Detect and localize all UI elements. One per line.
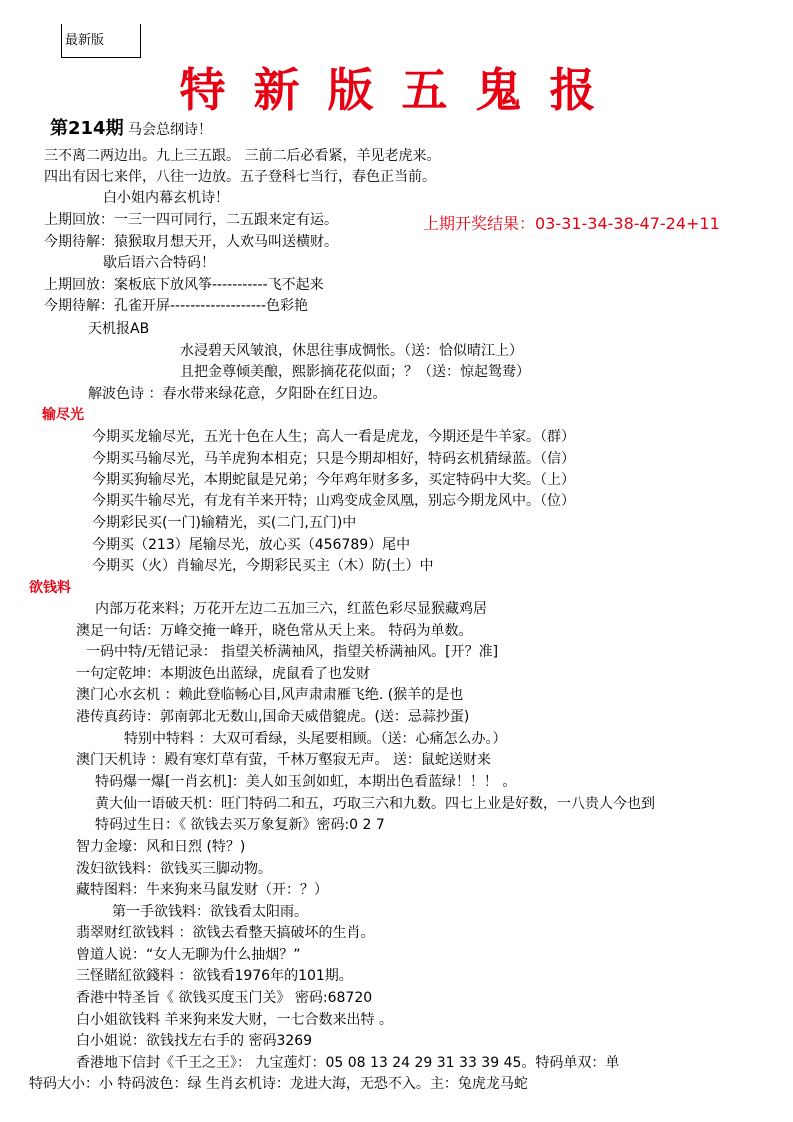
text-line: 翡翠财红欲钱料 ：欲钱去看整天搞破坏的生肖。: [76, 925, 375, 941]
text-line: 今期买牛输尽光，有龙有羊来开特；山鸡变成金凤凰，别忘今期龙风中。（位）: [92, 493, 575, 509]
text-line: 港传真药诗：郭南郭北无数山,国命天威借貔虎。(送：忌蒜抄蛋): [76, 709, 470, 725]
text-line: 藏特图料：牛来狗来马鼠发财（开：？）: [76, 882, 328, 898]
text-line: 澳门天机诗 ：殿有寒灯草有萤，千林万壑寂无声。 送：鼠蛇送财来: [76, 752, 491, 768]
text-line: 香港中特圣旨《 欲钱买度玉门关》 密码:68720: [76, 990, 373, 1006]
text-line: 内部万花来料；万花开左边二五加三六，红蓝色彩尽显猴藏鸡居: [95, 601, 487, 617]
text-line: 今期买（火）肖输尽光，今期彩民买主（木）防(土）中: [92, 558, 434, 574]
text-line: 今期待解：猿猴取月想天开，人欢马叫送横财。: [44, 234, 338, 250]
text-line: 上期回放：案板底下放风筝-----------飞不起来: [44, 277, 324, 293]
text-line: 一句定乾坤：本期波色出蓝绿，虎鼠看了也发财: [76, 666, 370, 682]
text-line: 今期买马输尽光，马羊虎狗本相克；只是今期却相好，特码玄机猜绿蓝。（信）: [92, 451, 575, 467]
text-line: 今期彩民买(一门)输精光，买(二门,五门)中: [92, 515, 357, 531]
edition-stamp: 最新版: [61, 24, 141, 58]
poem-line: 三不离二两边出。九上三五跟。 三前二后必看紧，羊见老虎来。: [44, 148, 441, 164]
text-line: 智力金壕：风和日烈 (特？): [76, 839, 246, 855]
text-line: 特别中特料 ：大双可看绿，头尾要相顾。（送：心痛怎么办。）: [124, 731, 507, 747]
text-line: 特码过生日：《 欲钱去买万象复新》密码:0 2 7: [95, 817, 385, 833]
section-heading: 欲钱料: [29, 580, 71, 596]
text-line: 一码中特/无错记录： 指望关桥满袖风，指望关桥满袖风。[开？准]: [86, 644, 499, 660]
text-line: 今期买（213）尾输尽光，放心买（456789）尾中: [92, 537, 411, 553]
text-line: 三怪賭紅欲錢料 ：欲钱看1976年的101期。: [76, 968, 353, 984]
text-line: 泼妇欲钱料：欲钱买三脚动物。: [76, 861, 272, 877]
text-line: 特码大小：小 特码波色：绿 生肖玄机诗：龙进大海，无恐不入。主：兔虎龙马蛇: [29, 1076, 528, 1092]
text-line: 今期买狗输尽光，本期蛇鼠是兄弟；今年鸡年财多多，买定特码中大奖。（上）: [92, 472, 575, 488]
text-line: 曾道人说：“女人无聊为什么抽烟？”: [76, 947, 301, 963]
last-draw-result: 上期开奖结果：03-31-34-38-47-24+11: [423, 214, 720, 233]
issue-header: [50, 120, 212, 139]
issue-number: 第214期: [50, 118, 124, 139]
text-line: 澳足一句话：万峰交掩一峰开，晓色常从天上来。 特码为单数。: [76, 623, 473, 639]
text-line: 白小姐欲钱料 羊来狗来发大财，一七合数来出特 。: [76, 1012, 393, 1028]
poem-line: 四出有因七来伴，八往一边放。五子登科七当行，春色正当前。: [44, 169, 436, 185]
text-line: 澳门心水玄机 ：赖此登临畅心目,风声肃肃雁飞绝. (猴羊的是也: [76, 687, 464, 703]
text-line: 水浸碧天风皱浪，休思往事成惆怅。（送：恰似晴江上）: [180, 343, 523, 359]
text-line: 今期买龙输尽光，五光十色在人生；高人一看是虎龙，今期还是牛羊家。（群）: [92, 429, 575, 445]
section-heading: 输尽光: [42, 407, 84, 423]
text-line: 香港地下信封《千王之王》： 九宝莲灯：05 08 13 24 29 31 33 39 45。特码单双：单: [76, 1055, 620, 1071]
text-line: 第一手欲钱料：欲钱看太阳雨。: [112, 904, 308, 920]
issue-note: 马会总纲诗！: [128, 122, 213, 138]
section-heading: 白小姐内幕玄机诗！: [103, 190, 229, 206]
page-title: 特新版五鬼报: [179, 63, 624, 117]
text-line: 且把金尊倾美酿，熙影摘花花似面；？（送：惊起鸳鸯）: [180, 364, 530, 380]
text-line: 今期待解：孔雀开屏-------------------色彩艳: [44, 298, 308, 314]
section-heading: 天机报AB: [88, 321, 150, 337]
text-line: 白小姐说：欲钱找左右手的 密码3269: [76, 1033, 313, 1049]
text-line: 解波色诗 ：春水带来绿花意，夕阳卧在红日边。: [88, 386, 387, 402]
text-line: 上期回放：一三一四可同行，二五跟来定有运。: [44, 212, 338, 228]
section-heading: 歇后语六合特码！: [103, 255, 215, 271]
text-line: 特码爆一爆[一肖玄机]：美人如玉剑如虹，本期出色看蓝绿！！！ 。: [95, 774, 517, 790]
text-line: 黄大仙一语破天机：旺门特码二和五，巧取三六和九数。四七上业是好数，一八贵人今也到: [95, 796, 655, 812]
